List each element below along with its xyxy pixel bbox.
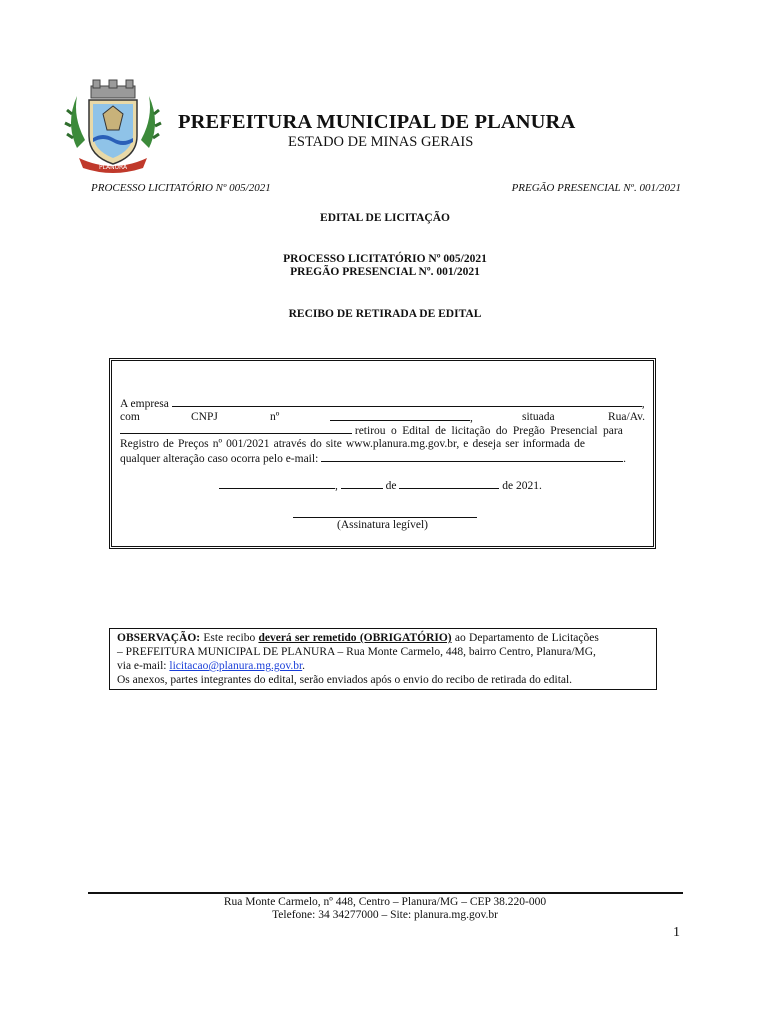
obs-line-1 bbox=[117, 631, 649, 645]
footer-address: Rua Monte Carmelo, nº 448, Centro – Planura/MG – CEP 38.220-000 bbox=[223, 896, 547, 908]
obs-mandatory-note: deverá ser remetido (OBRIGATÓRIO) bbox=[258, 632, 452, 644]
company-blank[interactable] bbox=[172, 397, 642, 407]
process-number: PROCESSO LICITATÓRIO Nº 005/2021 bbox=[283, 253, 487, 265]
email-blank[interactable] bbox=[321, 452, 623, 462]
cnpj-blank[interactable] bbox=[330, 411, 470, 421]
observation-box bbox=[109, 628, 657, 690]
date-line: , de de 2021. bbox=[219, 479, 542, 492]
email-label: qualquer alteração caso ocorra pelo e-mail: bbox=[120, 453, 319, 465]
obs-line-2: – PREFEITURA MUNICIPAL DE PLANURA – Rua Monte Carmelo, 448, bairro Centro, Planura/MG, bbox=[117, 646, 596, 658]
page-title: PREFEITURA MUNICIPAL DE PLANURA bbox=[178, 111, 576, 133]
receipt-form-box: A empresa , com CNPJ nº , situada Rua/Av. retirou o Edital de licitação do Pregão Presencial para Registro de Preços nº 001/2021 através do site www.planura.mg.gov.br, e deseja ser informada de qualquer alteração caso ocorra pelo e-mail: . , de de 2021. (Assinatura legível) bbox=[109, 358, 656, 549]
date-year: de 2021. bbox=[502, 480, 542, 492]
footer bbox=[0, 896, 770, 922]
obs-text-2: ao Departamento de Licitações bbox=[451, 632, 599, 644]
pregao-number: PREGÃO PRESENCIAL Nº. 001/2021 bbox=[290, 266, 480, 278]
municipal-crest-logo bbox=[63, 78, 163, 174]
email-line: qualquer alteração caso ocorra pelo e-mail: . bbox=[120, 453, 627, 465]
day-blank[interactable] bbox=[341, 479, 383, 489]
withdrawal-text: retirou o Edital de licitação do Pregão Presencial para bbox=[354, 425, 623, 437]
crest-ribbon-text: PLANURA bbox=[98, 164, 128, 171]
rua-label: Rua/Av. bbox=[608, 411, 646, 423]
signature-label: (Assinatura legível) bbox=[336, 519, 428, 531]
cnpj-number-label: nº bbox=[270, 411, 280, 423]
state-subtitle: ESTADO DE MINAS GERAIS bbox=[288, 134, 474, 150]
cnpj-label: CNPJ bbox=[191, 411, 218, 423]
recibo-heading: RECIBO DE RETIRADA DE EDITAL bbox=[288, 308, 482, 320]
obs-email-suffix: . bbox=[302, 660, 306, 672]
signature-line[interactable] bbox=[293, 517, 477, 518]
obs-email-prefix: via e-mail: bbox=[117, 660, 170, 672]
company-label: A empresa bbox=[120, 398, 169, 410]
month-blank[interactable] bbox=[399, 479, 499, 489]
address-blank[interactable] bbox=[120, 424, 352, 434]
process-reference: PROCESSO LICITATÓRIO Nº 005/2021 bbox=[91, 182, 271, 194]
company-line: A empresa , bbox=[120, 398, 645, 410]
obs-line-3 bbox=[117, 659, 649, 673]
obs-label: OBSERVAÇÃO: bbox=[117, 632, 201, 644]
situada-label: situada bbox=[522, 411, 555, 423]
footer-contact: Telefone: 34 34277000 – Site: planura.mg.gov.br bbox=[272, 909, 498, 921]
city-blank[interactable] bbox=[219, 479, 335, 489]
withdrawal-line bbox=[120, 424, 623, 437]
footer-divider bbox=[88, 892, 683, 894]
obs-line-4: Os anexos, partes integrantes do edital, serão enviados após o envio do recibo de retirada do edital. bbox=[117, 674, 573, 686]
date-de: de bbox=[385, 480, 397, 492]
edital-heading: EDITAL DE LICITAÇÃO bbox=[320, 212, 450, 224]
process-block bbox=[0, 253, 770, 279]
pregao-reference: PREGÃO PRESENCIAL Nº. 001/2021 bbox=[511, 182, 681, 194]
registro-line: Registro de Preços nº 001/2021 através do site www.planura.mg.gov.br, e deseja ser informada de bbox=[120, 438, 585, 450]
page-number: 1 bbox=[673, 925, 680, 940]
com-label: com bbox=[120, 411, 140, 423]
obs-text-1: Este recibo bbox=[200, 632, 259, 644]
email-link[interactable]: licitacao@planura.mg.gov.br bbox=[169, 660, 303, 672]
